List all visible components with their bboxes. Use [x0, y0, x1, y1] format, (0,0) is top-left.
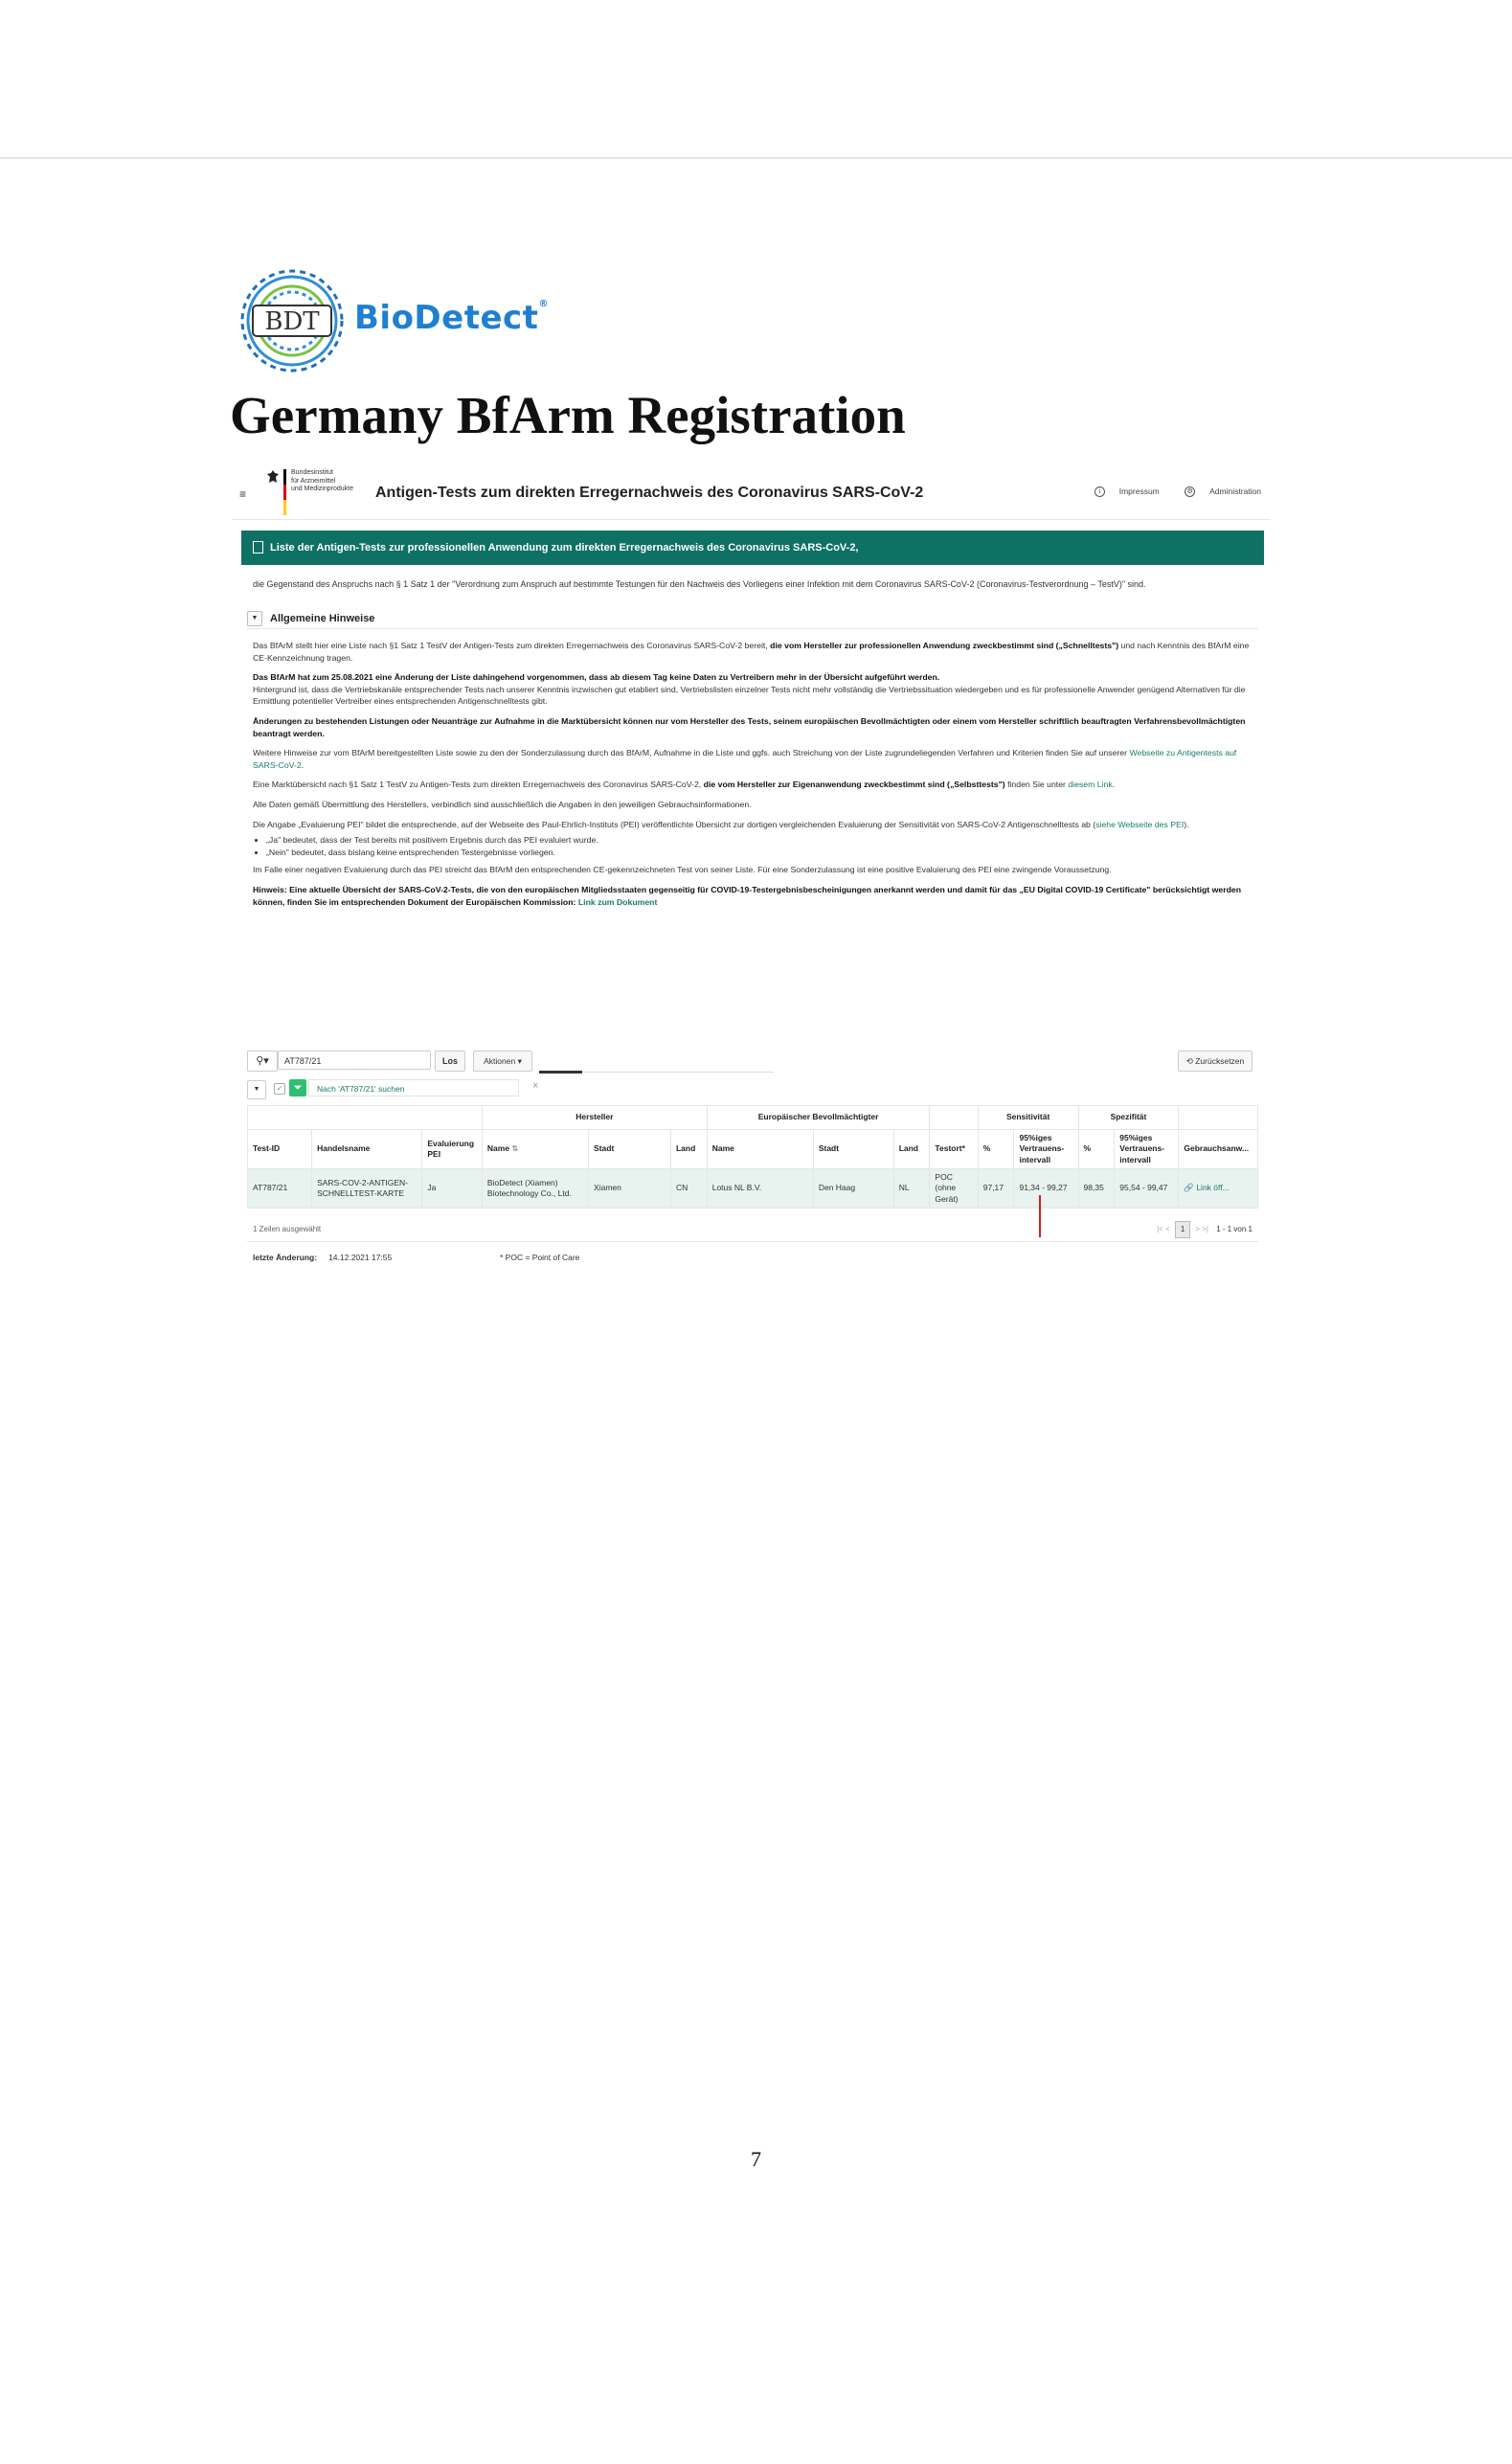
eu-document-link[interactable]: Link zum Dokument [577, 896, 658, 907]
selected-rows-count: 1 Zeilen ausgewählt [253, 1225, 322, 1233]
note-paragraph: Weitere Hinweise zur vom BfArM bereitgestellten Liste sowie zu den der Sonderzulassung durch das BfArM, Aufnahme in die Liste und ggfs. auch Streichung von der Liste zugrundeliegenden Verfahren und Kriterien finden Sie auf unserer Webseite zu Antigentests auf SARS-CoV-2. [253, 748, 1237, 770]
site-header [232, 462, 1271, 520]
bdt-monogram: BDT [264, 307, 320, 336]
cell-manufacturer-city: Xiamen [589, 1169, 671, 1209]
selftests-link[interactable]: diesem Link [1068, 780, 1113, 790]
info-icon: i [1095, 486, 1105, 497]
cell-sensitivity-ci: 91,34 - 99,27 [1014, 1169, 1078, 1209]
bfarm-website-screenshot [232, 462, 1271, 1262]
link-icon: 🔗 [1184, 1183, 1194, 1193]
column-header-row [248, 1130, 1258, 1169]
hints-label: Allgemeine Hinweise [270, 613, 375, 624]
reset-icon: ⟲ [1185, 1056, 1193, 1066]
cell-manufacturer-country: CN [670, 1169, 707, 1209]
note-paragraph: Hinweis: Eine aktuelle Übersicht der SARS-CoV-2-Tests, die von den europäischen Mitgliedsstaaten gegenseitig für COVID-19-Testergebnisbescheinigungen anerkannt werden und damit für das „EU Digital COVID-19 Certificate" berücksichtigt werden können, finden Sie im entsprechenden Dokument der Europäischen Kommission: Link zum Dokument [253, 884, 1242, 907]
cell-test-id: AT787/21 [248, 1169, 312, 1209]
administration-link[interactable]: ⚙ Administration [1173, 486, 1261, 496]
list-icon [253, 541, 263, 554]
header-links [1072, 486, 1261, 497]
evaluation-legend [266, 834, 1254, 858]
table-row[interactable] [248, 1169, 1258, 1209]
menu-icon[interactable]: ≡ [239, 487, 247, 501]
filter-enabled-checkbox[interactable]: ✓ [274, 1083, 285, 1095]
group-header-manufacturer: Hersteller [482, 1106, 707, 1130]
scroll-indicator [539, 1071, 582, 1074]
cell-trade-name: SARS-COV-2-ANTIGEN-SCHNELLTEST-KARTE [312, 1169, 422, 1209]
impressum-link[interactable]: i Impressum [1083, 486, 1160, 496]
bfarm-org-name: Bundesinstitut für Arzneimittel und Medizinprodukte [291, 469, 353, 492]
bfarm-logo [266, 467, 353, 515]
report-toolbar [247, 1048, 1258, 1073]
cell-representative-name: Lotus NL B.V. [707, 1169, 813, 1209]
col-trade-name[interactable]: Handelsname [312, 1130, 422, 1169]
note-paragraph: Das BfArM hat zum 25.08.2021 eine Änderung der Liste dahingehend vorgenommen, dass ab diesem Tag keine Daten zu Vertreibern mehr in der Übersicht aufgeführt werden. Hintergrund ist, dass die Vertriebskanäle entsprechender Tests nach unserer Kenntnis inzwischen gut etabliert sind, Vertriebslisten einzelner Tests nicht mehr vollständig die Vertriebssituation wiedergeben und es für professionelle Anwender genügend Alternativen für die Ermittlung potentieller Vertreiber eines entsprechenden Antigenschnelltests gibt. [253, 672, 1246, 707]
table-footer [247, 1218, 1258, 1242]
group-header-empty [1179, 1106, 1258, 1130]
german-flag-stripe [283, 469, 286, 515]
note-paragraph: Änderungen zu bestehenden Listungen oder Neuanträge zur Aufnahme in die Marktübersicht können nur vom Hersteller des Tests, seinem europäischen Bevollmächtigten oder einem vom Hersteller schriftlich beauftragten Verfahrensbevollmächtigten beantragt werden. [253, 715, 1246, 738]
reset-button[interactable]: ⟲ Zurücksetzen [1178, 1051, 1252, 1072]
col-representative-country[interactable]: Land [893, 1130, 930, 1169]
poc-footnote: * POC = Point of Care [500, 1253, 580, 1262]
brand-name: BioDetect® [354, 299, 549, 337]
previous-page-icon[interactable]: < [1165, 1225, 1170, 1233]
site-title: Antigen-Tests zum direkten Erregernachweis des Coronavirus SARS-CoV-2 [375, 485, 924, 501]
general-notes [253, 640, 1254, 916]
cell-manufacturer-name: BioDetect (Xiamen) Biotechnology Co., Ltd. [482, 1169, 588, 1209]
document-title: Germany BfArm Registration [230, 386, 906, 444]
sort-ascending-icon: ⇅ [511, 1144, 519, 1154]
next-page-icon[interactable]: > [1195, 1225, 1200, 1233]
last-page-icon[interactable]: >| [1202, 1225, 1208, 1233]
col-specificity-percent[interactable]: % [1078, 1130, 1115, 1169]
federal-eagle-icon [266, 469, 280, 486]
list-subheading: die Gegenstand des Anspruchs nach § 1 Satz 1 der "Verordnung zum Anspruch auf bestimmte Testungen für den Nachweis des Vorliegens einer Infektion mit dem Coronavirus SARS-CoV-2 (Coronavirus-Testverordnung – TestV)" sind. [253, 579, 1146, 589]
dna-ring-emblem [236, 264, 349, 377]
list-heading: Liste der Antigen-Tests zur professionellen Anwendung zum direkten Erregernachweis des Coronavirus SARS-CoV-2, [270, 542, 859, 554]
pei-website-link[interactable]: siehe Webseite des PEI [1095, 819, 1185, 829]
list-item: • „Ja" bedeutet, dass der Test bereits mit positivem Ergebnis durch das PEI evaluiert wurde. [266, 834, 1254, 847]
note-paragraph: Alle Daten gemäß Übermittlung des Herstellers, verbindlich sind ausschließlich die Angaben in den jeweiligen Gebrauchsinformationen. [253, 799, 752, 809]
col-pei-evaluation[interactable]: Evaluierung PEI [422, 1130, 483, 1169]
col-test-id[interactable]: Test-ID [248, 1130, 312, 1169]
cell-sensitivity-percent: 97,17 [978, 1169, 1014, 1209]
collapse-triangle-icon[interactable]: ▼ [247, 611, 262, 626]
cell-specificity-percent: 98,35 [1078, 1169, 1115, 1209]
gear-icon: ⚙ [1185, 486, 1195, 497]
group-header-eu-representative: Europäischer Bevollmächtigter [707, 1106, 930, 1130]
col-test-site[interactable]: Testort* [930, 1130, 978, 1169]
active-filter-row [247, 1076, 1258, 1101]
column-group-row [248, 1106, 1258, 1130]
cell-instructions-link[interactable]: 🔗 Link öff... [1179, 1169, 1258, 1209]
col-specificity-ci[interactable]: 95%iges Vertrauens-intervall [1115, 1130, 1179, 1169]
list-item: • „Nein" bedeutet, dass bislang keine entsprechenden Testergebnisse vorliegen. [266, 847, 1254, 859]
col-representative-city[interactable]: Stadt [813, 1130, 893, 1169]
col-manufacturer-name[interactable]: Name ⇅ [482, 1130, 588, 1169]
cell-test-site: POC (ohne Gerät) [930, 1169, 978, 1209]
col-sensitivity-percent[interactable]: % [978, 1130, 1014, 1169]
col-manufacturer-country[interactable]: Land [670, 1130, 707, 1169]
col-sensitivity-ci[interactable]: 95%iges Vertrauens-intervall [1014, 1130, 1078, 1169]
content-panel [241, 531, 1264, 1262]
col-manufacturer-city[interactable]: Stadt [589, 1130, 671, 1169]
actions-menu-button[interactable]: Aktionen ▾ [473, 1051, 532, 1072]
group-header-empty [248, 1106, 483, 1130]
pagination [1157, 1221, 1252, 1238]
group-header-empty [930, 1106, 978, 1130]
cell-representative-country: NL [893, 1169, 930, 1209]
list-heading-bar [241, 531, 1264, 565]
current-page[interactable]: 1 [1175, 1221, 1190, 1238]
note-paragraph: Eine Marktübersicht nach §1 Satz 1 TestV zu Antigen-Tests zum direkten Erregernachweis des Coronavirus SARS-CoV-2, die vom Hersteller zur Eigenanwendung zweckbestimmt sind („Selbsttests") finden Sie unter diesem Link. [253, 780, 1116, 790]
filter-text[interactable]: Nach 'AT787/21' suchen [308, 1079, 519, 1096]
remove-filter-icon[interactable]: × [532, 1080, 539, 1092]
note-paragraph: Die Angabe „Evaluierung PEI" bildet die entsprechende, auf der Webseite des Paul-Ehrlich-Instituts (PEI) veröffentlichte Übersicht zur dortigen vergleichenden Evaluierung der Sensitivität von SARS-CoV-2 Antigenschnelltests ab (siehe Webseite des PEI). [253, 819, 1189, 829]
divider [582, 1072, 774, 1073]
go-button[interactable]: Los [435, 1051, 465, 1072]
biodetect-logo [236, 264, 549, 377]
cell-representative-city: Den Haag [813, 1169, 893, 1209]
group-header-sensitivity: Sensitivität [978, 1106, 1078, 1130]
hints-section-toggle[interactable] [247, 607, 1258, 629]
chevron-down-icon: ▾ [517, 1056, 522, 1066]
last-change: letzte Änderung: 14.12.2021 17:55 [253, 1253, 393, 1262]
cell-specificity-ci: 95,54 - 99,47 [1115, 1169, 1179, 1209]
page-top-rule [0, 157, 1512, 159]
group-header-specificity: Spezifität [1078, 1106, 1179, 1130]
antigentests-webpage-link[interactable]: Webseite zu Antigentests auf SARS-CoV-2 [253, 748, 1237, 770]
note-paragraph: Im Falle einer negativen Evaluierung durch das PEI streicht das BfArM den entsprechenden CE-gekennzeichneten Test von seiner Liste. Für eine Sonderzulassung ist eine positive Evaluierung des PEI eine zwingende Voraussetzung. [253, 865, 1112, 875]
col-instructions[interactable]: Gebrauchsanw... [1179, 1130, 1258, 1169]
filter-toggle-triangle-icon[interactable]: ▼ [247, 1080, 266, 1099]
first-page-icon[interactable]: |< [1157, 1225, 1163, 1233]
row-range: 1 - 1 von 1 [1216, 1225, 1252, 1233]
cell-pei-evaluation: Ja [422, 1169, 483, 1209]
search-input[interactable]: AT787/21 [278, 1051, 431, 1070]
filter-funnel-icon: ⏷ [289, 1079, 306, 1096]
test-results-table [247, 1105, 1258, 1209]
search-column-icon[interactable]: ⚲▾ [247, 1051, 278, 1072]
red-edge-marker [1039, 1195, 1041, 1237]
note-paragraph: Das BfArM stellt hier eine Liste nach §1 Satz 1 TestV der Antigen-Tests zum direkten Erregernachweis des Coronavirus SARS-CoV-2 bereit, die vom Hersteller zur professionellen Anwendung zweckbestimmt sind („Schnelltests") und nach Kenntnis des BfArM eine CE-Kennzeichnung tragen. [253, 641, 1250, 663]
page-number: 7 [751, 2147, 761, 2171]
col-representative-name[interactable]: Name [707, 1130, 813, 1169]
